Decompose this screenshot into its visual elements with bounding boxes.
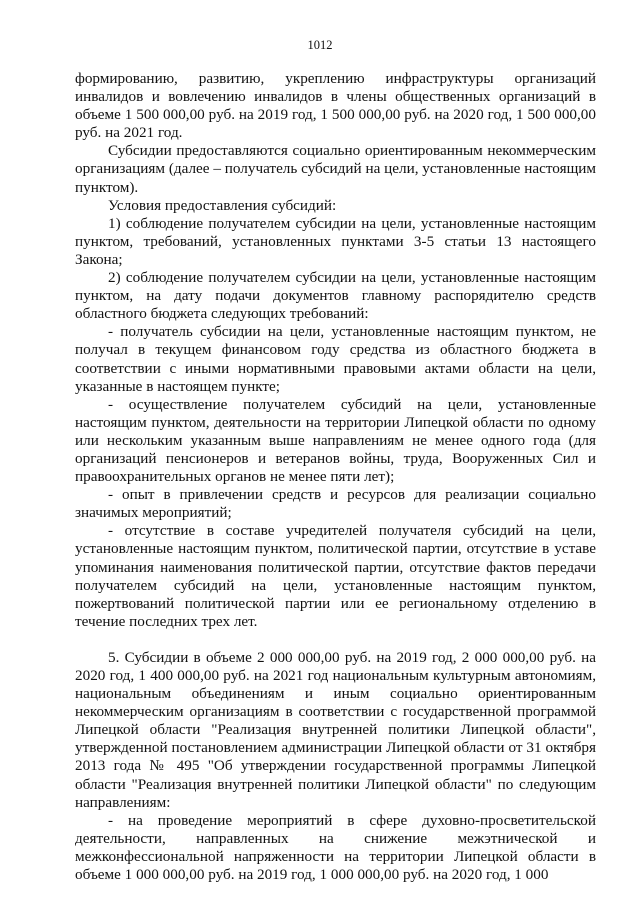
- paragraph-conditions-heading: Условия предоставления субсидий:: [108, 196, 337, 214]
- paragraph-requirement-activity: - осуществление получателем субсидий на цели, установленные настоящим пунктом, деятельности на территории Липецкой области по одному или нескольким указанным выше направлениям не менее одного года (для организаций пенсионеров и ветеранов войны, труда, Вооруженных Сил и правоохранительных органов не менее пяти лет);: [75, 395, 596, 486]
- paragraph-direction-spiritual: - на проведение мероприятий в сфере духовно-просветительской деятельности, направленных на снижение межэтнической и межконфессиональной напряженности на территории Липецкой области в объеме 1 000 000,00 руб. на 2019 год, 1 000 000,00 руб. на 2020 год, 1 000: [75, 811, 596, 884]
- paragraph-condition-1: 1) соблюдение получателем субсидии на цели, установленные настоящим пунктом, требований, установленных пунктами 3-5 статьи 13 настоящего Закона;: [75, 214, 596, 268]
- paragraph-gap: [75, 631, 596, 649]
- paragraph-section-5: 5. Субсидии в объеме 2 000 000,00 руб. на 2019 год, 2 000 000,00 руб. на 2020 год, 1 400 000,00 руб. на 2021 год национальным культурным автономиям, национальным объединениям и иным социально ориентированным некоммерческим организациям в соответствии с государственной программой Липецкой области "Реализация внутренней политики Липецкой области", утвержденной постановлением администрации Липецкой области от 31 октября 2013 года № 495 "Об утверждении государственной программы Липецкой области "Реализация внутренней политики Липецкой области" по следующим направлениям:: [75, 648, 596, 811]
- page-number: 1012: [307, 38, 333, 52]
- paragraph-requirement-no-party: - отсутствие в составе учредителей получателя субсидий на цели, установленные настоящим пунктом, политической партии, отсутствие в уставе упоминания наименования политической партии, отсутствие фактов передачи получателем субсидий на цели, установленные настоящим пунктом, пожертвований политической партии или ее региональному отделению в течение последних трех лет.: [75, 522, 596, 630]
- paragraph-requirement-experience: - опыт в привлечении средств и ресурсов для реализации социально значимых мероприятий;: [75, 486, 596, 522]
- document-body: [75, 70, 596, 884]
- paragraph-requirement-no-funds: - получатель субсидии на цели, установленные настоящим пунктом, не получал в текущем финансовом году средства из областного бюджета в соответствии с иными нормативными правовыми актами области на цели, указанные в настоящем пункте;: [75, 323, 596, 395]
- paragraph-subsidy-recipients: Субсидии предоставляются социально ориентированным некоммерческим организациям (далее – получатель субсидий на цели, установленные настоящим пунктом).: [75, 142, 596, 196]
- paragraph-condition-2: 2) соблюдение получателем субсидии на цели, установленные настоящим пунктом, на дату подачи документов главному распорядителю средств областного бюджета следующих требований:: [75, 269, 596, 323]
- paragraph-continuation: формированию, развитию, укреплению инфраструктуры организаций инвалидов и вовлечению инвалидов в члены общественных организаций в объеме 1 500 000,00 руб. на 2019 год, 1 500 000,00 руб. на 2020 год, 1 500 000,00 руб. на 2021 год.: [75, 70, 596, 142]
